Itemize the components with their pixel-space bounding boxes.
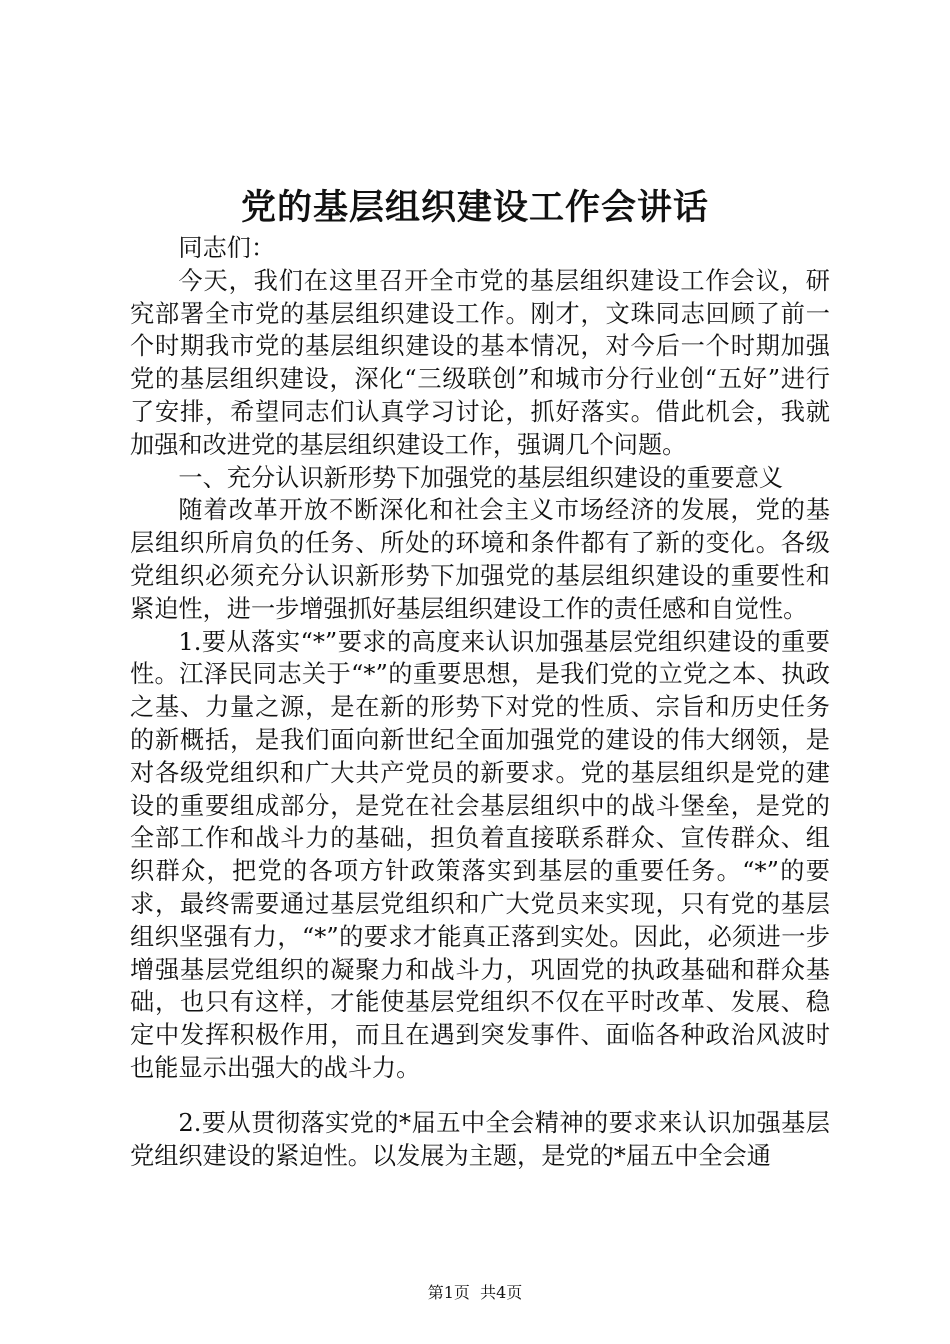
point-2-paragraph: 2.要从贯彻落实党的*届五中全会精神的要求来认识加强基层党组织建设的紧迫性。以发展为主题，是党的*届五中全会通 (130, 1108, 830, 1170)
salutation-paragraph: 同志们： (178, 234, 276, 262)
section-1-paragraph: 随着改革开放不断深化和社会主义市场经济的发展，党的基层组织所肩负的任务、所处的环境和条件都有了新的变化。各级党组织必须充分认识新形势下加强党的基层组织建设的重要性和紧迫性，进一步增强抓好基层组织建设工作的责任感和自觉性。 (130, 496, 830, 623)
intro-paragraph: 今天，我们在这里召开全市党的基层组织建设工作会议，研究部署全市党的基层组织建设工作。刚才，文珠同志回顾了前一个时期我市党的基层组织建设的基本情况，对今后一个时期加强党的基层组织建设，深化“三级联创”和城市分行业创“五好”进行了安排，希望同志们认真学习讨论，抓好落实。借此机会，我就加强和改进党的基层组织建设工作，强调几个问题。 (130, 266, 830, 459)
section-heading-1: 一、充分认识新形势下加强党的基层组织建设的重要意义 (178, 463, 784, 492)
page-number-label: 第1页 共4页 (427, 1283, 523, 1302)
page-footer (0, 1282, 950, 1304)
point-1-paragraph: 1.要从落实“*”要求的高度来认识加强基层党组织建设的重要性。江泽民同志关于“*”的重要思想，是我们党的立党之本、执政之基、力量之源，是在新的形势下对党的性质、宗旨和历史任务的新概括，是我们面向新世纪全面加强党的建设的伟大纲领，是对各级党组织和广大共产党员的新要求。党的基层组织是党的建设的重要组成部分，是党在社会基层组织中的战斗堡垒，是党的全部工作和战斗力的基础，担负着直接联系群众、宣传群众、组织群众，把党的各项方针政策落实到基层的重要任务。“*”的要求，最终需要通过基层党组织和广大党员来实现，只有党的基层组织坚强有力，“*”的要求才能真正落到实处。因此，必须进一步增强基层党组织的凝聚力和战斗力，巩固党的执政基础和群众基础，也只有这样，才能使基层党组织不仅在平时改革、发展、稳定中发挥积极作用，而且在遇到突发事件、面临各种政治风波时也能显示出强大的战斗力。 (130, 627, 830, 1082)
document-body (130, 232, 830, 1172)
document-title: 党的基层组织建设工作会讲话 (240, 187, 709, 228)
